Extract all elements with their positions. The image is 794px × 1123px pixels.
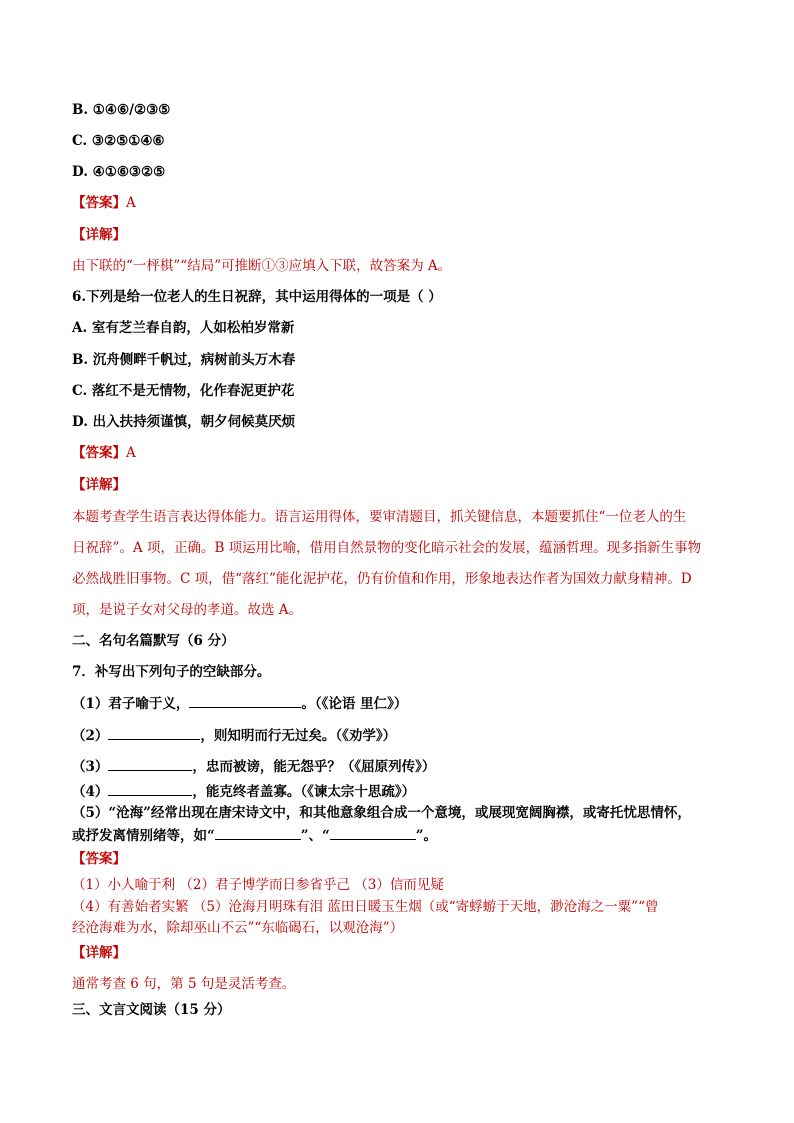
fill-blank — [189, 693, 301, 708]
q7-answer-line-2: （4）有善始者实繁 （5）沧海月明珠有泪 蓝田日暖玉生烟（或“寄蜉蝣于天地，渺沧海之一粟”“曾 — [72, 899, 659, 915]
q7-item-5-line-1: （5）“沧海”经常出现在唐宋诗文中，和其他意象组合成一个意境，或展现宽阔胸襟，或寄托忧思情怀， — [72, 805, 691, 821]
item-suffix: ，忠而被谤，能无怨乎？（《屈原列传》） — [192, 759, 436, 775]
answer-value: A — [126, 445, 136, 461]
q6-option-c: C. 落红不是无情物，化作春泥更护花 — [72, 383, 295, 399]
item-prefix: （1）君子喻于义， — [72, 696, 190, 712]
q5-option-b: B. ①④⑥/②③⑤ — [72, 102, 171, 118]
q7-item-5-line-2 — [72, 825, 722, 846]
item-prefix: （2） — [72, 728, 109, 744]
q6-option-a: A. 室有芝兰春自韵，人如松柏岁常新 — [72, 320, 295, 336]
q5-option-d: D. ④①⑥③②⑤ — [72, 164, 166, 180]
detail-line: 必然战胜旧事物。C 项，借“落红”能化泥护花，仍有价值和作用，形象地表达作者为国效力献身精神。D — [72, 571, 692, 587]
q7-item-4 — [72, 781, 722, 802]
q7-answer-line-3: 经沧海难为水，除却巫山不云”“东临碣石，以观沧海”） — [72, 920, 404, 936]
detail-line: 项，是说子女对父母的孝道。故选 A。 — [72, 602, 303, 618]
q7-detail-tag: 【详解】 — [72, 945, 126, 961]
answer-tag: 【答案】 — [72, 445, 126, 461]
detail-line: 日祝辞”。A 项，正确。B 项运用比喻，借用自然景物的变化暗示社会的发展，蕴涵哲理。现多指新生事物 — [72, 540, 702, 556]
item-separator: ”、“ — [300, 828, 330, 844]
q7-detail-text: 通常考查 6 句，第 5 句是灵活考查。 — [72, 976, 296, 992]
q7-item-3 — [72, 756, 722, 777]
q6-option-d: D. 出入扶持须谨慎，朝夕伺候莫厌烦 — [72, 414, 296, 430]
q6-stem: 6.下列是给一位老人的生日祝辞，其中运用得体的一项是（ ） — [72, 289, 442, 305]
section-3-title: 三、文言文阅读（15 分） — [72, 1002, 231, 1018]
q6-option-b: B. 沉舟侧畔千帆过，病树前头万木春 — [72, 352, 296, 368]
detail-line: 本题考查学生语言表达得体能力。语言运用得体，要审清题目，抓关键信息，本题要抓住“一位老人的生 — [72, 509, 687, 525]
item-suffix: 。（《论语 里仁》） — [301, 696, 408, 712]
q7-item-1 — [72, 693, 722, 714]
q7-answer-tag: 【答案】 — [72, 851, 126, 867]
fill-blank — [108, 725, 200, 740]
q6-answer-line — [72, 443, 722, 463]
q7-answer-line-1: （1）小人喻于利 （2）君子博学而日参省乎己 （3）信而见疑 — [72, 877, 444, 893]
q5-detail-text: 由下联的“一枰棋”“结局”可推断①③应填入下联，故答案为 A。 — [72, 258, 452, 274]
item-prefix: 或抒发离情别绪等，如“ — [72, 828, 215, 844]
answer-tag: 【答案】 — [72, 195, 126, 211]
q7-item-2 — [72, 725, 722, 746]
fill-blank — [215, 825, 301, 840]
q5-detail-tag: 【详解】 — [72, 227, 126, 243]
item-suffix: ”。 — [415, 828, 438, 844]
item-suffix: ，能克终者盖寡。（《谏太宗十思疏》） — [192, 784, 416, 800]
answer-value: A — [126, 195, 136, 211]
q5-option-c: C. ③②⑤①④⑥ — [72, 133, 165, 149]
item-prefix: （4） — [72, 784, 109, 800]
q6-detail-tag: 【详解】 — [72, 477, 126, 493]
q6-detail-paragraph — [72, 502, 722, 626]
q7-stem: 7．补写出下列句子的空缺部分。 — [72, 664, 271, 680]
q5-answer-line — [72, 193, 722, 213]
fill-blank — [108, 781, 192, 796]
item-suffix: ，则知明而行无过矣。（《劝学》） — [200, 728, 397, 744]
section-2-title: 二、名句名篇默写（6 分） — [72, 633, 235, 649]
item-prefix: （3） — [72, 759, 109, 775]
fill-blank — [108, 756, 192, 771]
fill-blank — [330, 825, 416, 840]
